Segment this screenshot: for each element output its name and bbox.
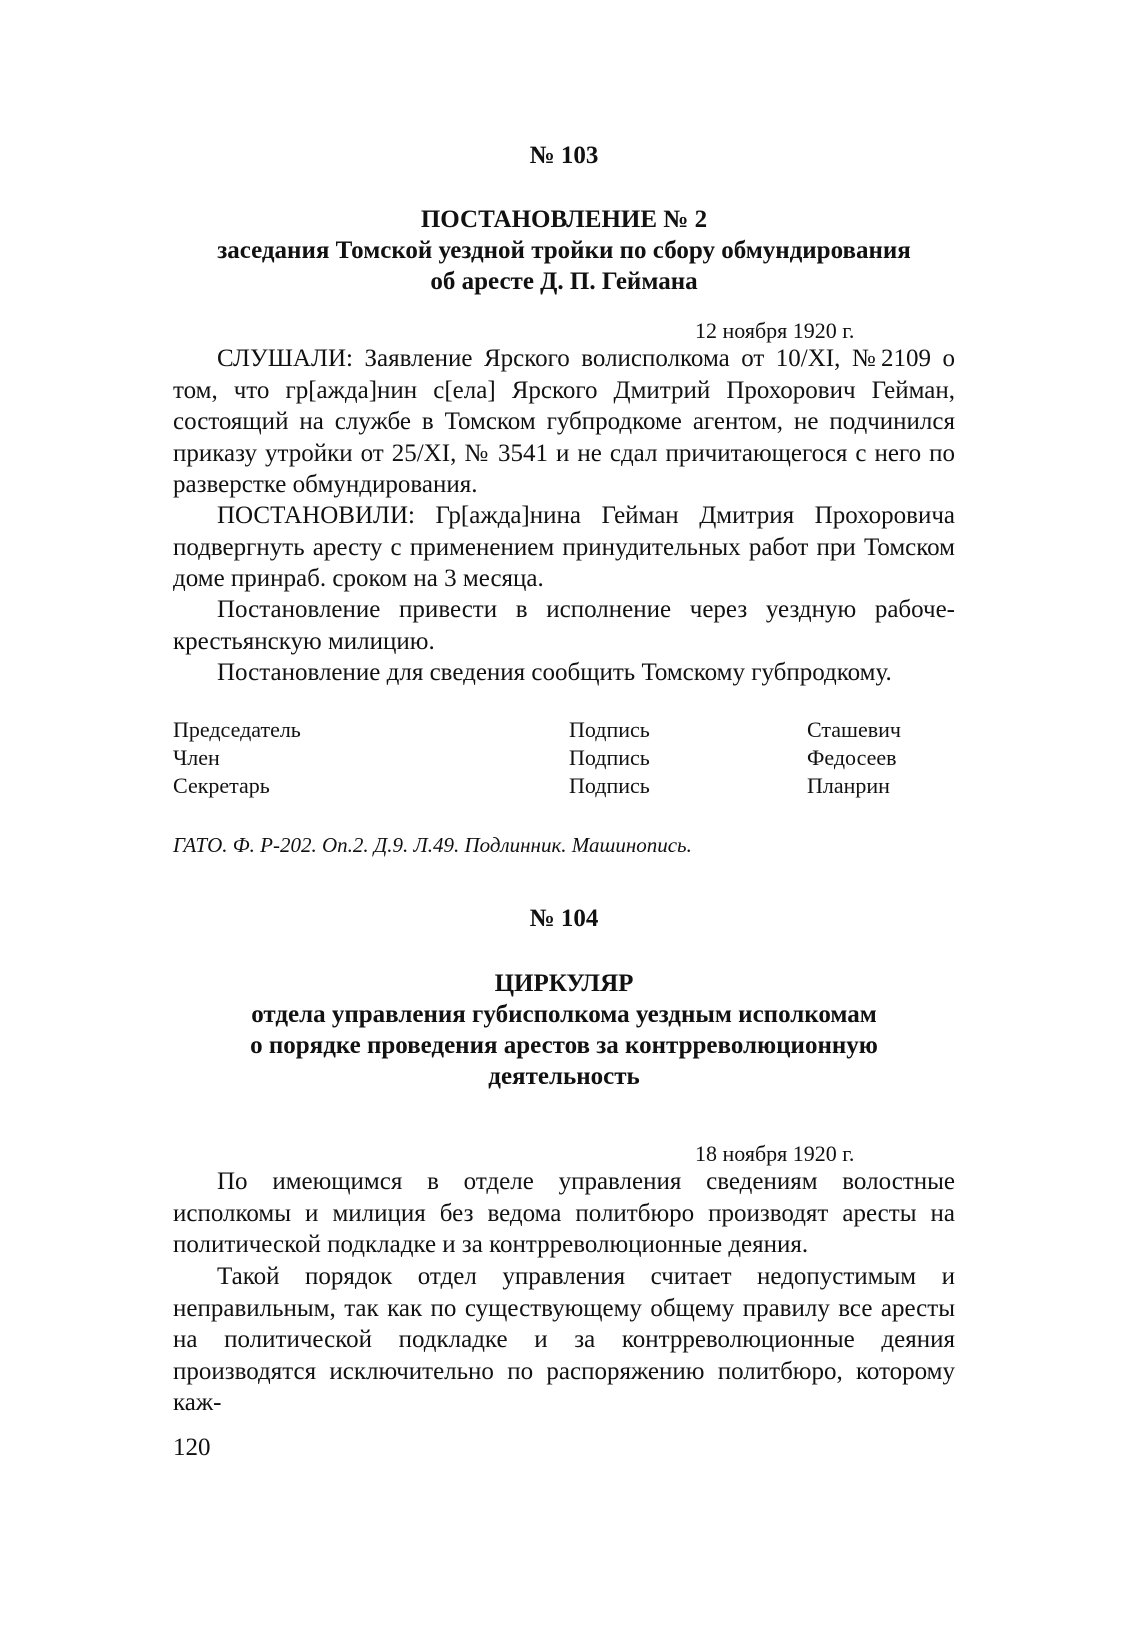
signature-row (173, 716, 955, 744)
signature-row (173, 772, 955, 800)
title-subtitle: об аресте Д. П. Геймана (430, 268, 698, 295)
signature-name: Сташевич (807, 717, 901, 742)
title-main: ЦИРКУЛЯР (494, 970, 634, 997)
signature-mark: Подпись (569, 717, 650, 742)
signature-mark: Подпись (569, 745, 650, 770)
signature-role: Член (173, 745, 220, 770)
paragraph-resolved: ПОСТАНОВИЛИ: Гр[ажда]нина Гейман Дмитрия Прохоровича подвергнуть аресту с применением принудительных работ при Томском доме принраб. сроком на 3 месяца. (173, 502, 955, 592)
title-main: ПОСТАНОВЛЕНИЕ № 2 (420, 206, 708, 233)
document-title-104 (173, 968, 955, 1092)
page-number: 120 (173, 1434, 211, 1461)
title-subtitle: заседания Томской уездной тройки по сбору обмундирования (217, 237, 911, 264)
signature-name: Планрин (807, 773, 890, 798)
title-subtitle: отдела управления губисполкома уездным исполкомам (251, 1001, 877, 1028)
document-date-103: 12 ноября 1920 г. (695, 318, 855, 343)
title-subtitle: деятельность (488, 1063, 640, 1090)
signatures-block (173, 716, 955, 800)
signature-role: Секретарь (173, 773, 270, 798)
paragraph-heard: СЛУШАЛИ: Заявление Ярского волисполкома от 10/XI, №2109 о том, что гр[ажда]нин с[ела] Ярского Дмитрий Прохорович Гейман, состоящий на службе в Томском губпродкоме агентом, не подчинился приказу утройки от 25/XI, № 3541 и не сдал причитающегося с него по разверстке обмундирования. (173, 345, 955, 498)
document-date-104: 18 ноября 1920 г. (695, 1141, 855, 1166)
paragraph-execution: Постановление привести в исполнение через уездную рабоче-крестьянскую милицию. (173, 596, 955, 655)
document-title-103 (173, 204, 955, 297)
document-number-103: № 103 (529, 142, 599, 169)
signature-name: Федосеев (807, 745, 897, 770)
title-subtitle: о порядке проведения арестов за контрреволюционную (250, 1032, 878, 1059)
paragraph-circular-1: По имеющимся в отделе управления сведениям волостные исполкомы и милиция без ведома политбюро производят аресты на политической подкладке и за контрреволюционные деяния. (173, 1168, 955, 1258)
signature-mark: Подпись (569, 773, 650, 798)
archive-source: ГАТО. Ф. Р-202. Оп.2. Д.9. Л.49. Подлинник. Машинопись. (173, 833, 692, 857)
signature-row (173, 744, 955, 772)
signature-role: Председатель (173, 717, 301, 742)
paragraph-circular-2: Такой порядок отдел управления считает недопустимым и неправильным, так как по существующему общему правилу все аресты на политической подкладке и за контрреволюционные деяния производятся исключительно по распоряжению политбюро, которому каж- (173, 1263, 955, 1416)
paragraph-notify: Постановление для сведения сообщить Томскому губпродкому. (217, 659, 892, 686)
document-number-104: № 104 (529, 905, 599, 932)
